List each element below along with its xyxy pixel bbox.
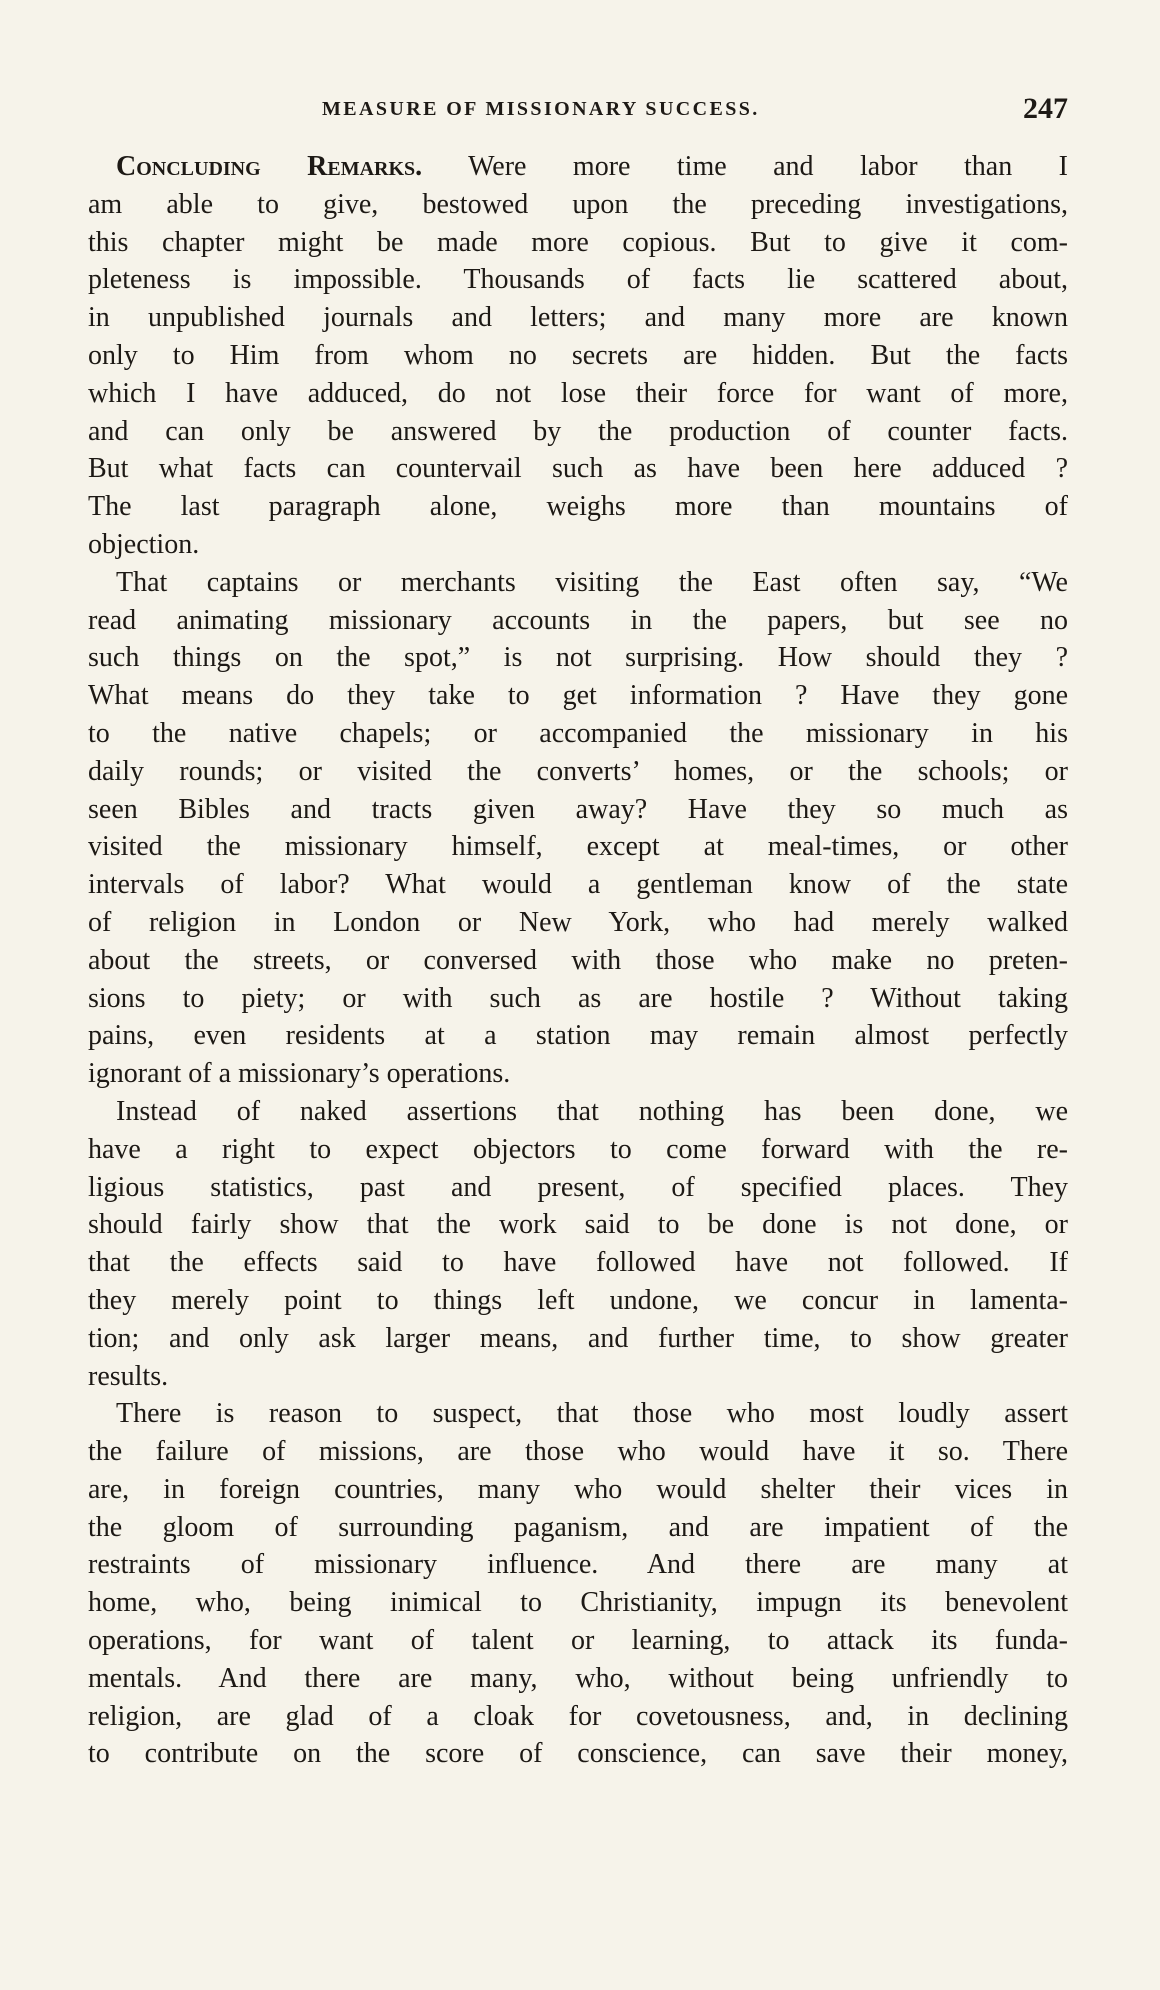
text-line-34: There is reason to suspect, that those who most loudly assert xyxy=(116,1398,1068,1430)
text-line-37: the gloom of surrounding paganism, and are impatient of the xyxy=(88,1511,1068,1543)
running-title: MEASURE OF MISSIONARY SUCCESS. xyxy=(322,98,760,120)
text-line-30: that the effects said to have followed have not followed. If xyxy=(88,1247,1068,1279)
text-line-17: daily rounds; or visited the converts’ homes, or the schools; or xyxy=(88,755,1068,787)
text-line-26: Instead of naked assertions that nothing has been done, we xyxy=(116,1095,1068,1127)
text-line-22: about the streets, or conversed with those who make no preten- xyxy=(88,944,1068,976)
text-line-14: such things on the spot,” is not surprising. How should they ? xyxy=(88,642,1068,674)
body-text xyxy=(88,148,1068,1773)
text-line-8: and can only be answered by the production of counter facts. xyxy=(88,415,1068,447)
text-line-9: But what facts can countervail such as have been here adduced ? xyxy=(88,453,1068,485)
text-line-1 xyxy=(88,148,1068,186)
text-line-35: the failure of missions, are those who would have it so. There xyxy=(88,1436,1068,1468)
text-line-27: have a right to expect objectors to come forward with the re- xyxy=(88,1133,1068,1165)
section-heading: Concluding Remarks. xyxy=(116,151,423,182)
text-line-40: operations, for want of talent or learning, to attack its funda- xyxy=(88,1625,1068,1657)
text-line-12: That captains or merchants visiting the East often say, “We xyxy=(116,566,1068,598)
text-line-21: of religion in London or New York, who had merely walked xyxy=(88,906,1068,938)
text-line-15: What means do they take to get information ? Have they gone xyxy=(88,680,1068,712)
page-header xyxy=(322,92,1068,126)
text-line-19: visited the missionary himself, except at meal-times, or other xyxy=(88,831,1068,863)
text-line-39: home, who, being inimical to Christianity, impugn its benevolent xyxy=(88,1587,1068,1619)
text-line-28: ligious statistics, past and present, of specified places. They xyxy=(88,1171,1068,1203)
text-line-42: religion, are glad of a cloak for covetousness, and, in declining xyxy=(88,1700,1068,1732)
text-line-1-rest: Were more time and labor than I xyxy=(422,151,1068,182)
text-line-23: sions to piety; or with such as are hostile ? Without taking xyxy=(88,982,1068,1014)
text-line-16: to the native chapels; or accompanied the missionary in his xyxy=(88,717,1068,749)
text-line-29: should fairly show that the work said to be done is not done, or xyxy=(88,1209,1068,1241)
text-line-33: results. xyxy=(88,1360,169,1392)
text-line-36: are, in foreign countries, many who would shelter their vices in xyxy=(88,1473,1068,1505)
text-line-25: ignorant of a missionary’s operations. xyxy=(88,1058,511,1090)
text-line-2: am able to give, bestowed upon the preceding investigations, xyxy=(88,188,1068,220)
text-line-43: to contribute on the score of conscience, can save their money, xyxy=(88,1738,1068,1770)
text-line-6: only to Him from whom no secrets are hidden. But the facts xyxy=(88,339,1068,371)
text-line-11: objection. xyxy=(88,528,200,560)
text-line-20: intervals of labor? What would a gentleman know of the state xyxy=(88,869,1068,901)
text-line-24: pains, even residents at a station may remain almost perfectly xyxy=(88,1020,1068,1052)
text-line-5: in unpublished journals and letters; and many more are known xyxy=(88,302,1068,334)
text-line-10: The last paragraph alone, weighs more than mountains of xyxy=(88,491,1068,523)
text-line-4: pleteness is impossible. Thousands of facts lie scattered about, xyxy=(88,264,1068,296)
text-line-7: which I have adduced, do not lose their force for want of more, xyxy=(88,377,1068,409)
text-line-3: this chapter might be made more copious. But to give it com- xyxy=(88,226,1068,258)
text-line-41: mentals. And there are many, who, without being unfriendly to xyxy=(88,1662,1068,1694)
text-line-32: tion; and only ask larger means, and further time, to show greater xyxy=(88,1322,1068,1354)
text-line-13: read animating missionary accounts in the papers, but see no xyxy=(88,604,1068,636)
text-line-31: they merely point to things left undone, we concur in lamenta- xyxy=(88,1284,1068,1316)
page-number: 247 xyxy=(1023,92,1068,125)
text-line-38: restraints of missionary influence. And there are many at xyxy=(88,1549,1068,1581)
text-line-18: seen Bibles and tracts given away? Have they so much as xyxy=(88,793,1068,825)
